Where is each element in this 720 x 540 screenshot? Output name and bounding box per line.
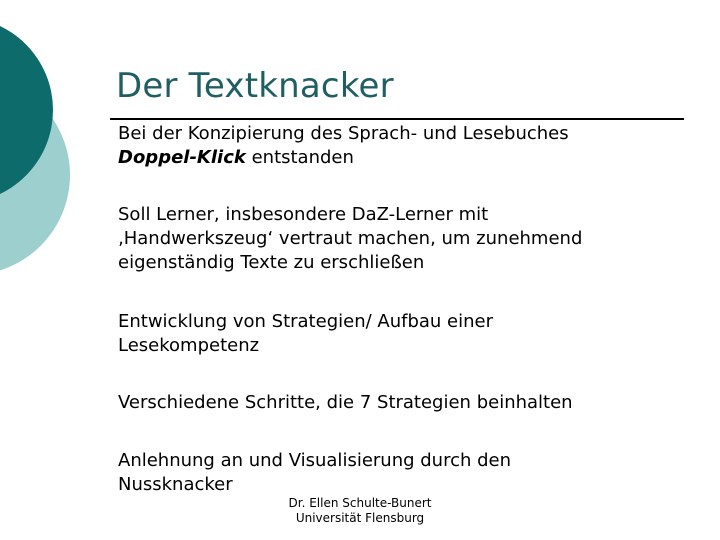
footer-institution: Universität Flensburg (295, 511, 425, 525)
slide-title: Der Textknacker (116, 66, 394, 106)
bullet-item-1-line-2-rest: entstanden (245, 147, 354, 168)
slide-footer (210, 496, 510, 526)
footer-author: Dr. Ellen Schulte-Bunert (288, 496, 432, 510)
bullet-item-1 (118, 122, 678, 170)
decorative-circles (0, 0, 120, 300)
bullet-item-3-line-1: Entwicklung von Strategien/ Aufbau einer (118, 311, 493, 332)
title-underline (110, 118, 684, 120)
bullet-item-1-line-1: Bei der Konzipierung des Sprach- und Lesebuches (118, 123, 569, 144)
bullet-item-1-line-2 (118, 146, 678, 170)
bullet-item-2-line-1: Soll Lerner, insbesondere DaZ-Lerner mit (118, 204, 489, 225)
bullet-item-5-line-1: Anlehnung an und Visualisierung durch den (118, 450, 512, 471)
bullet-item-2 (118, 203, 678, 275)
bullet-item-2-line-2: ‚Handwerkszeug‘ vertraut machen, um zunehmend (118, 228, 583, 249)
bullet-item-5-line-2: Nussknacker (118, 474, 233, 495)
bullet-item-5 (118, 449, 678, 497)
bullet-item-3-line-2: Lesekompetenz (118, 335, 260, 356)
bullet-item-3 (118, 310, 678, 358)
bullet-item-4 (118, 391, 678, 415)
bullet-item-4-line-1: Verschiedene Schritte, die 7 Strategien beinhalten (118, 392, 573, 413)
book-title: Doppel-Klick (118, 147, 246, 168)
bullet-item-2-line-3: eigenständig Texte zu erschließen (118, 252, 425, 273)
